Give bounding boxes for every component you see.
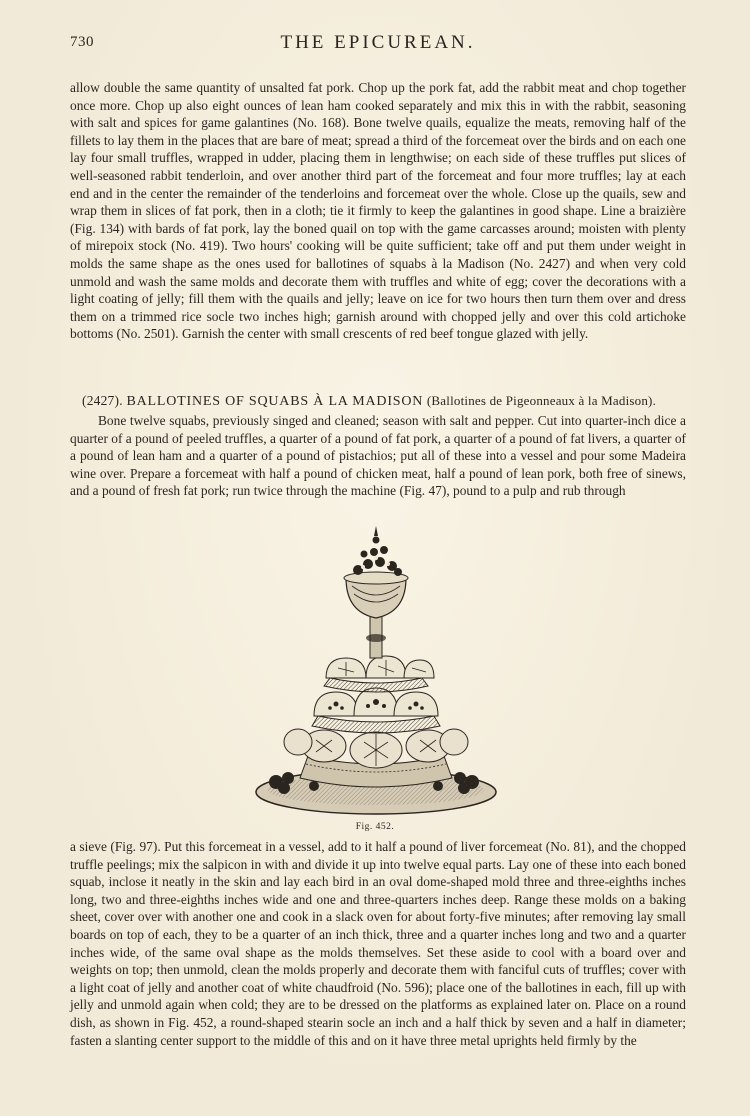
paragraph-recipe-start: Bone twelve squabs, previously singed and cleaned; season with salt and pepper. Cut into quarter-inch dice a quarter of a pound of peeled truffles, a quarter of a pound of fat pork, a quarter of a pound of fat livers, a quarter of a pound of lean ham and a quarter of a pound of pistachios; put all of these into a vessel and pour some Madeira wine over. Prepare a forcemeat with half a pound of chicken meat, half a pound of lean pork, both free of sinews, and a pound of fresh fat pork; run twice through the machine (Fig. 47), pound to a pulp and rub through — [70, 413, 686, 499]
ballotines-illustration — [254, 520, 498, 820]
page-header — [70, 32, 686, 54]
figure-caption: Fig. 452. — [355, 822, 395, 832]
recipe-heading — [82, 393, 686, 410]
recipe-number: (2427). — [82, 393, 123, 408]
paragraph-recipe-continued: a sieve (Fig. 97). Put this forcemeat in a vessel, add to it half a pound of liver forcemeat (No. 81), and the chopped truffle peelings; mix the salpicon in with and divide it up into twelve equal parts. Lay one of these into each boned squab, inclose it neatly in the skin and lay each bird in an oval dome-shaped mold three and three-eighths inches long, two and three-eighths inches wide and one and three-quarters inches deep. Range these molds on a baking sheet, cover over with another one and cook in a slack oven for about forty-five minutes; after removing lay small boards on top of each, they to be a quarter of an inch thick, three and a quarter inches long and two and a quarter inches wide, of the same oval shape as the molds themselves. Set these aside to cool with a board over and weights on top; then unmold, clean the molds properly and decorate them with fanciful cuts of truffles; cover with a light coat of jelly and another coat of white chaudfroid (No. 596); place one of the ballotines in each, fill up with jelly and unmold again when cold; they are to be dressed on the platforms as explained later on. Place on a round dish, as shown in Fig. 452, a round-shaped stearin socle an inch and a half thick by seven and a half in diameter; fasten a slanting center support to the middle of this and on it have three metal uprights held firmly by the — [70, 839, 686, 1048]
recipe-alt-title: (Ballotines de Pigeonneaux à la Madison). — [426, 393, 657, 408]
running-title: THE EPICUREAN. — [280, 32, 476, 53]
recipe-title: BALLOTINES OF SQUABS À LA MADISON — [126, 394, 424, 409]
page-number: 730 — [70, 34, 94, 50]
paragraph-continuation: allow double the same quantity of unsalted fat pork. Chop up the pork fat, add the rabbit meat and chop together once more. Chop up also eight ounces of lean ham cooked separately and mix this in with the rabbit, seasoning with salt and spices for game galantines (No. 168). Bone twelve quails, equalize the meats, removing half of the fillets to lay them in the places that are bare of meat; spread a third of the forcemeat over the birds and on each one lay four small truffles, wrapped in udder, placing them in lengthwise; on each side of these truffles put slices of well-seasoned rabbit tenderloin, and over another third part of the forcemeat and four more truffles; lay at each end and in the center the remainder of the tenderloins and forcemeat over the whole. Close up the quails, sew and wrap them in slices of fat pork, then in a cloth; tie it firmly to keep the galantines in good shape. Line a braizière (Fig. 134) with bards of fat pork, lay the boned quail on top with the game carcasses around; moisten with plenty of mirepoix stock (No. 419). Two hours' cooking will be quite sufficient; take off and put them under weight in molds the same shape as the ones used for ballotines of squabs à la Madison (No. 2427) and when very cold unmold and wash the same molds and decorate them with truffles and white of egg; cover the decorations with a light coating of jelly; fill them with the quails and jelly; leave on ice for two hours then turn them over and dress them on a trimmed rice socle two inches high; garnish around with chopped jelly and over this cold artichoke bottoms (No. 2501). Garnish the center with small crescents of red beef tongue glazed with jelly. — [70, 80, 686, 342]
